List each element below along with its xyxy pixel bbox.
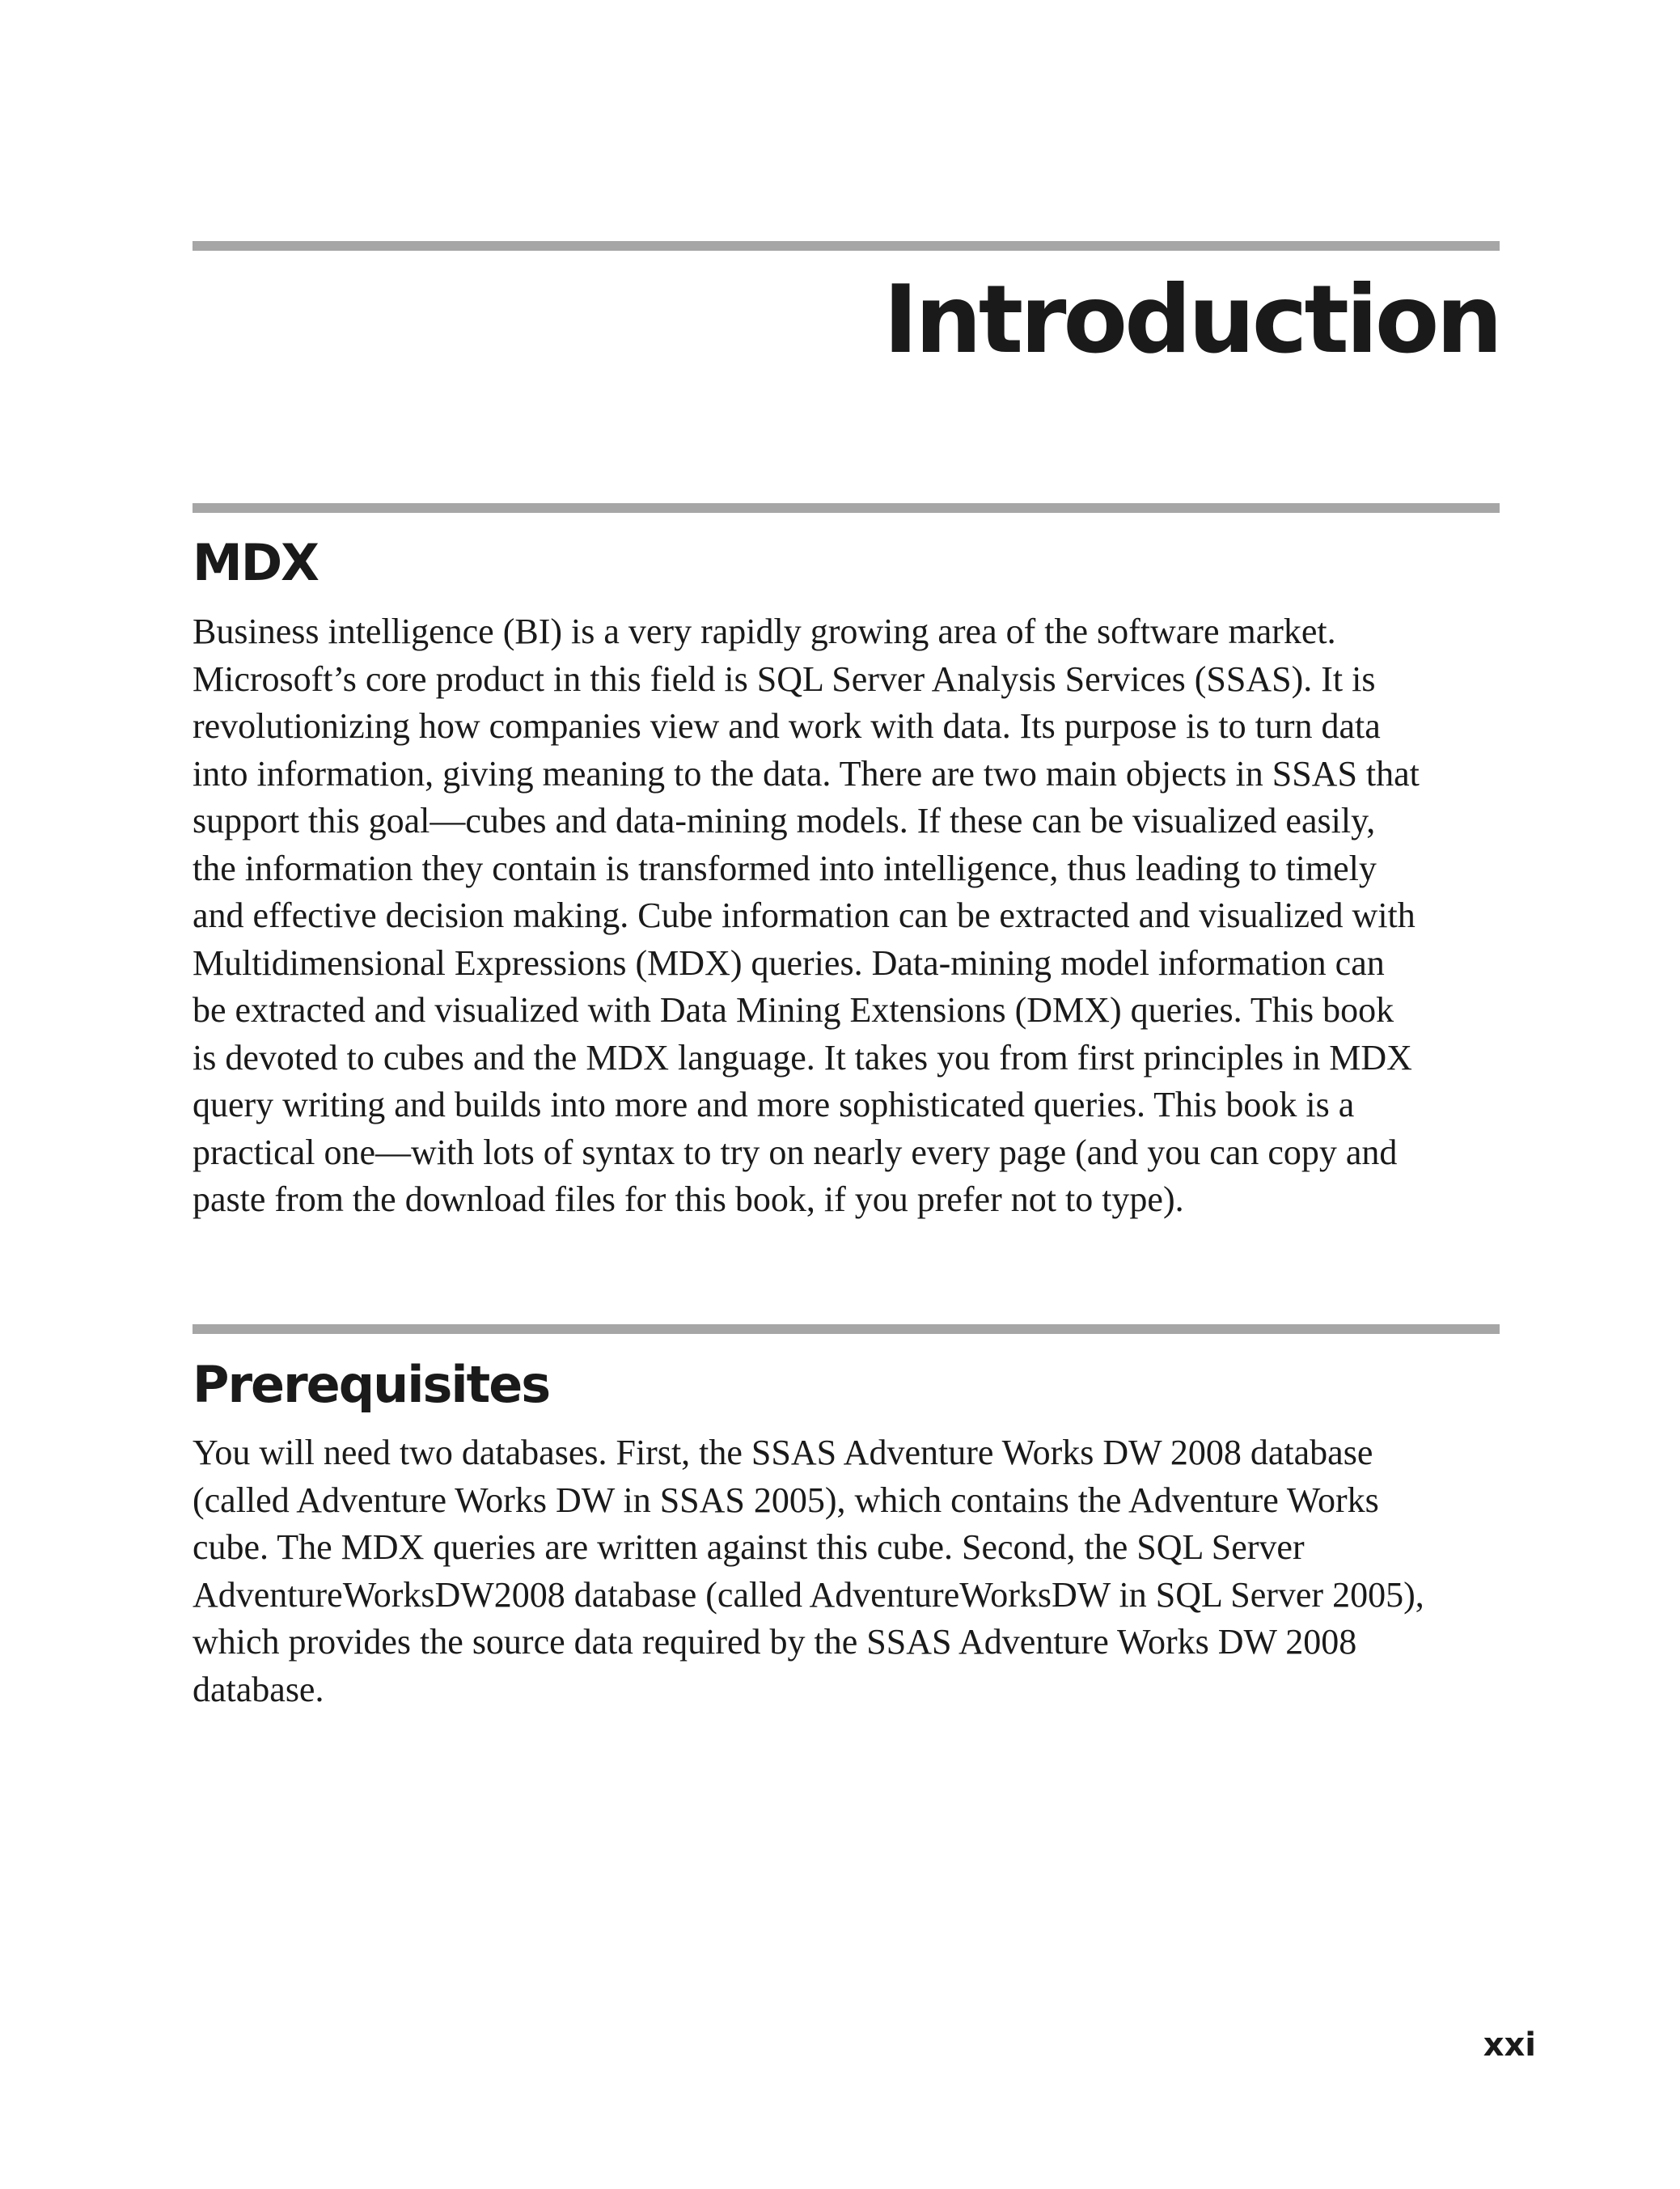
- text-line: which provides the source data required by the SSAS Adventure Works DW 2008: [193, 1622, 1357, 1662]
- mdx-paragraph: [193, 608, 1519, 1224]
- text-line: database.: [193, 1669, 324, 1709]
- page-number: xxi: [1483, 2026, 1536, 2064]
- text-line: and effective decision making. Cube information can be extracted and visualized with: [193, 896, 1416, 935]
- text-line: Multidimensional Expressions (MDX) queries. Data-mining model information can: [193, 942, 1385, 983]
- text-line: is devoted to cubes and the MDX language. It takes you from first principles in MDX: [193, 1037, 1412, 1078]
- text-line: support this goal—cubes and data-mining models. If these can be visualized easily,: [193, 801, 1376, 840]
- section-rule-mdx: [193, 503, 1500, 513]
- text-line: paste from the download files for this book, if you prefer not to type).: [193, 1179, 1184, 1219]
- text-line: revolutionizing how companies view and work with data. Its purpose is to turn data: [193, 706, 1381, 746]
- text-line: Microsoft’s core product in this field is SQL Server Analysis Services (SSAS). It is: [193, 658, 1376, 699]
- text-line: You will need two databases. First, the SSAS Adventure Works DW 2008 database: [193, 1433, 1373, 1472]
- text-line: cube. The MDX queries are written against this cube. Second, the SQL Server: [193, 1527, 1305, 1567]
- section-heading-prerequisites: Prerequisites: [193, 1355, 550, 1414]
- text-line: query writing and builds into more and more sophisticated queries. This book is a: [193, 1085, 1355, 1124]
- chapter-title-rule: [193, 241, 1500, 251]
- chapter-title: Introduction: [883, 265, 1500, 375]
- text-line: (called Adventure Works DW in SSAS 2005), which contains the Adventure Works: [193, 1480, 1379, 1520]
- text-line: Business intelligence (BI) is a very rapidly growing area of the software market.: [193, 612, 1336, 651]
- text-line: practical one—with lots of syntax to try on nearly every page (and you can copy and: [193, 1132, 1398, 1172]
- text-line: into information, giving meaning to the data. There are two main objects in SSAS that: [193, 753, 1420, 794]
- text-line: AdventureWorksDW2008 database (called AdventureWorksDW in SQL Server 2005),: [193, 1574, 1424, 1615]
- section-heading-mdx: MDX: [193, 533, 318, 592]
- text-line: be extracted and visualized with Data Mining Extensions (DMX) queries. This book: [193, 990, 1394, 1030]
- text-line: the information they contain is transformed into intelligence, thus leading to timely: [193, 848, 1377, 888]
- section-rule-prerequisites: [193, 1324, 1500, 1334]
- prerequisites-paragraph: [193, 1429, 1519, 1713]
